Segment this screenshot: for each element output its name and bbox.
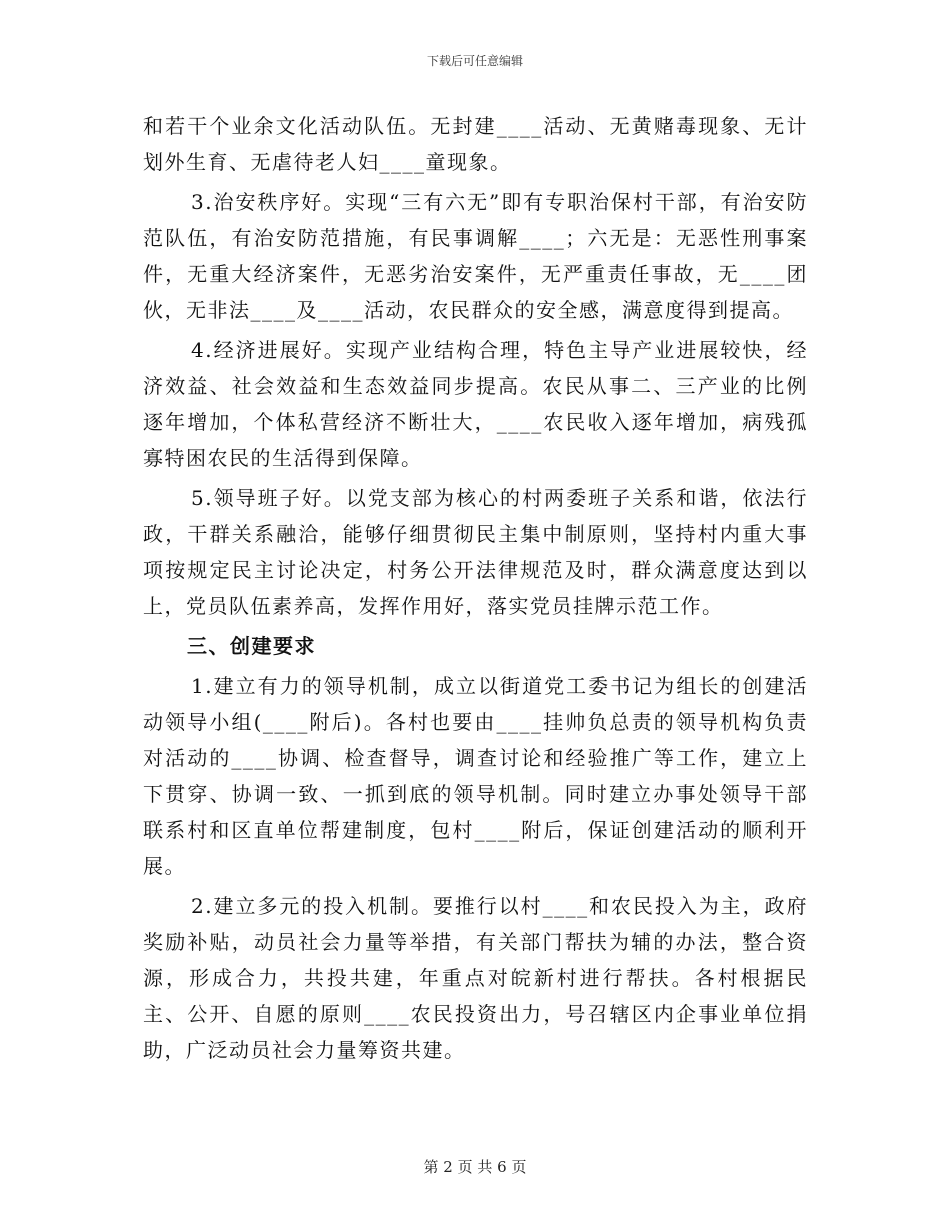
document-body <box>143 108 808 1072</box>
paragraph-item-3: 3.治安秩序好。实现“三有六无”即有专职治保村干部，有治安防范队伍，有治安防范措施，有民事调解____；六无是：无恶性刑事案件，无重大经济案件，无恶劣治安案件，无严重责任事故，无____团伙，无非法____及____活动，农民群众的安全感，满意度得到提高。 <box>143 190 808 322</box>
paragraph-item-4: 4.经济进展好。实现产业结构合理，特色主导产业进展较快，经济效益、社会效益和生态效益同步提高。农民从事二、三产业的比例逐年增加，个体私营经济不断壮大，____农民收入逐年增加，病残孤寡特困农民的生活得到保障。 <box>143 338 808 470</box>
page-footer: 第 2 页 共 6 页 <box>423 1158 527 1176</box>
section-heading: 三、创建要求 <box>187 634 316 658</box>
paragraph-requirement-2: 2.建立多元的投入机制。要推行以村____和农民投入为主，政府奖励补贴，动员社会力量等举措，有关部门帮扶为辅的办法，整合资源，形成合力，共投共建，年重点对皖新村进行帮扶。各村根据民主、公开、自愿的原则____农民投资出力，号召辖区内企事业单位捐助，广泛动员社会力量筹资共建。 <box>143 894 808 1062</box>
paragraph-requirement-1: 1.建立有力的领导机制，成立以街道党工委书记为组长的创建活动领导小组(____附后)。各村也要由____挂帅负总责的领导机构负责对活动的____协调、检查督导，调查讨论和经验推广等工作，建立上下贯穿、协调一致、一抓到底的领导机制。同时建立办事处领导干部联系村和区直单位帮建制度，包村____附后，保证创建活动的顺利开展。 <box>143 674 808 878</box>
paragraph-continuation: 和若干个业余文化活动队伍。无封建____活动、无黄赌毒现象、无计划外生育、无虐待老人妇____童现象。 <box>143 114 808 174</box>
paragraph-item-5: 5.领导班子好。以党支部为核心的村两委班子关系和谐，依法行政，干群关系融洽，能够仔细贯彻民主集中制原则，坚持村内重大事项按规定民主讨论决定，村务公开法律规范及时，群众满意度达到以上，党员队伍素养高，发挥作用好，落实党员挂牌示范工作。 <box>143 486 808 618</box>
page-header: 下载后可任意编辑 <box>426 54 523 68</box>
